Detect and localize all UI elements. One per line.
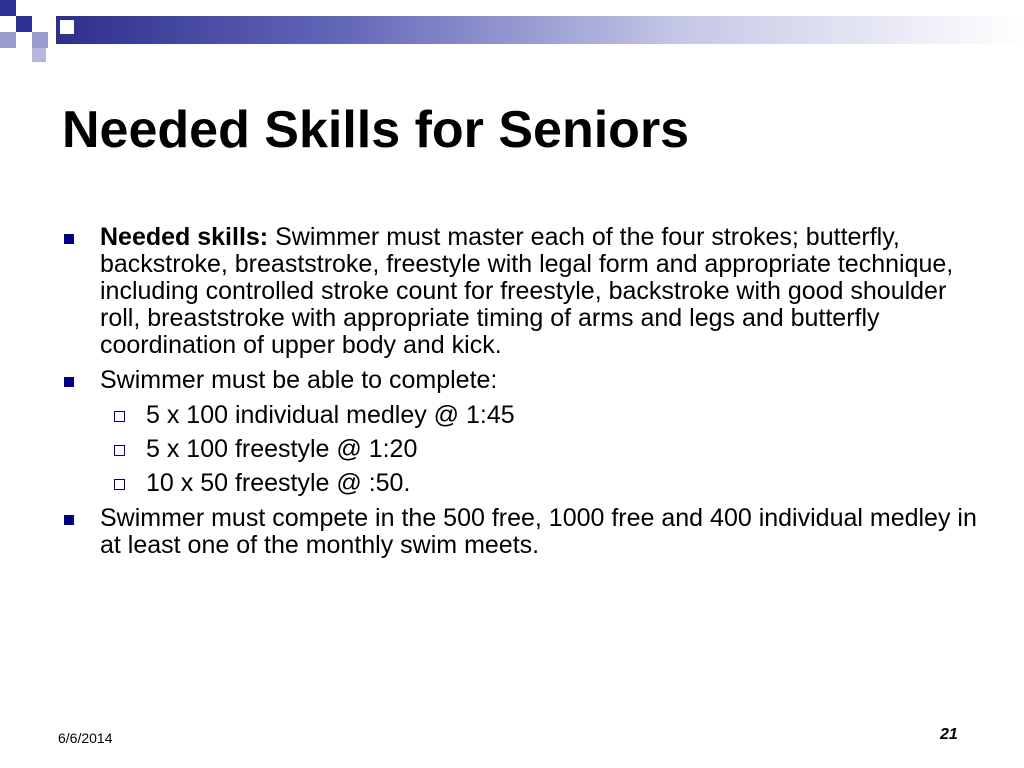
square-bullet-icon xyxy=(64,515,74,525)
sub-bullet-text: 5 x 100 individual medley @ 1:45 xyxy=(146,401,515,429)
square-bullet-icon xyxy=(64,377,74,387)
header-square xyxy=(32,32,48,48)
sub-bullet-list xyxy=(62,402,982,497)
slide-number: 21 xyxy=(940,726,958,743)
bullet-item xyxy=(62,505,982,559)
hollow-square-bullet-icon xyxy=(114,411,125,422)
hollow-square-bullet-icon xyxy=(114,479,125,490)
sub-bullet-text: 5 x 100 freestyle @ 1:20 xyxy=(146,435,418,463)
slide-body xyxy=(62,224,982,567)
header-square xyxy=(32,48,46,62)
bullet-item xyxy=(62,224,982,359)
header-square xyxy=(16,0,32,16)
header-gradient-bar xyxy=(56,16,1024,44)
slide-title: Needed Skills for Seniors xyxy=(62,101,690,159)
sub-bullet-item xyxy=(62,470,982,497)
bullet-bold-lead: Needed skills: xyxy=(100,223,269,251)
sub-bullet-text: 10 x 50 freestyle @ :50. xyxy=(146,469,411,497)
bullet-text: Swimmer must be able to complete: xyxy=(100,366,498,394)
header-square xyxy=(60,20,74,34)
header-square xyxy=(0,32,16,48)
square-bullet-icon xyxy=(64,234,74,244)
hollow-square-bullet-icon xyxy=(114,445,125,456)
sub-bullet-item xyxy=(62,402,982,429)
sub-bullet-item xyxy=(62,436,982,463)
header-square xyxy=(0,0,16,16)
footer-date: 6/6/2014 xyxy=(58,730,113,746)
bullet-text: Swimmer must master each of the four strokes; butterfly, backstroke, breaststroke, freestyle with legal form and appropriate technique, including controlled stroke count for freestyle, backstroke with good shoulder roll, breaststroke with appropriate timing of arms and legs and butterfly coordination of upper body and kick. xyxy=(100,223,954,359)
header-square xyxy=(16,16,32,32)
bullet-text: Swimmer must compete in the 500 free, 1000 free and 400 individual medley in at least one of the monthly swim meets. xyxy=(100,504,977,559)
bullet-item xyxy=(62,367,982,394)
